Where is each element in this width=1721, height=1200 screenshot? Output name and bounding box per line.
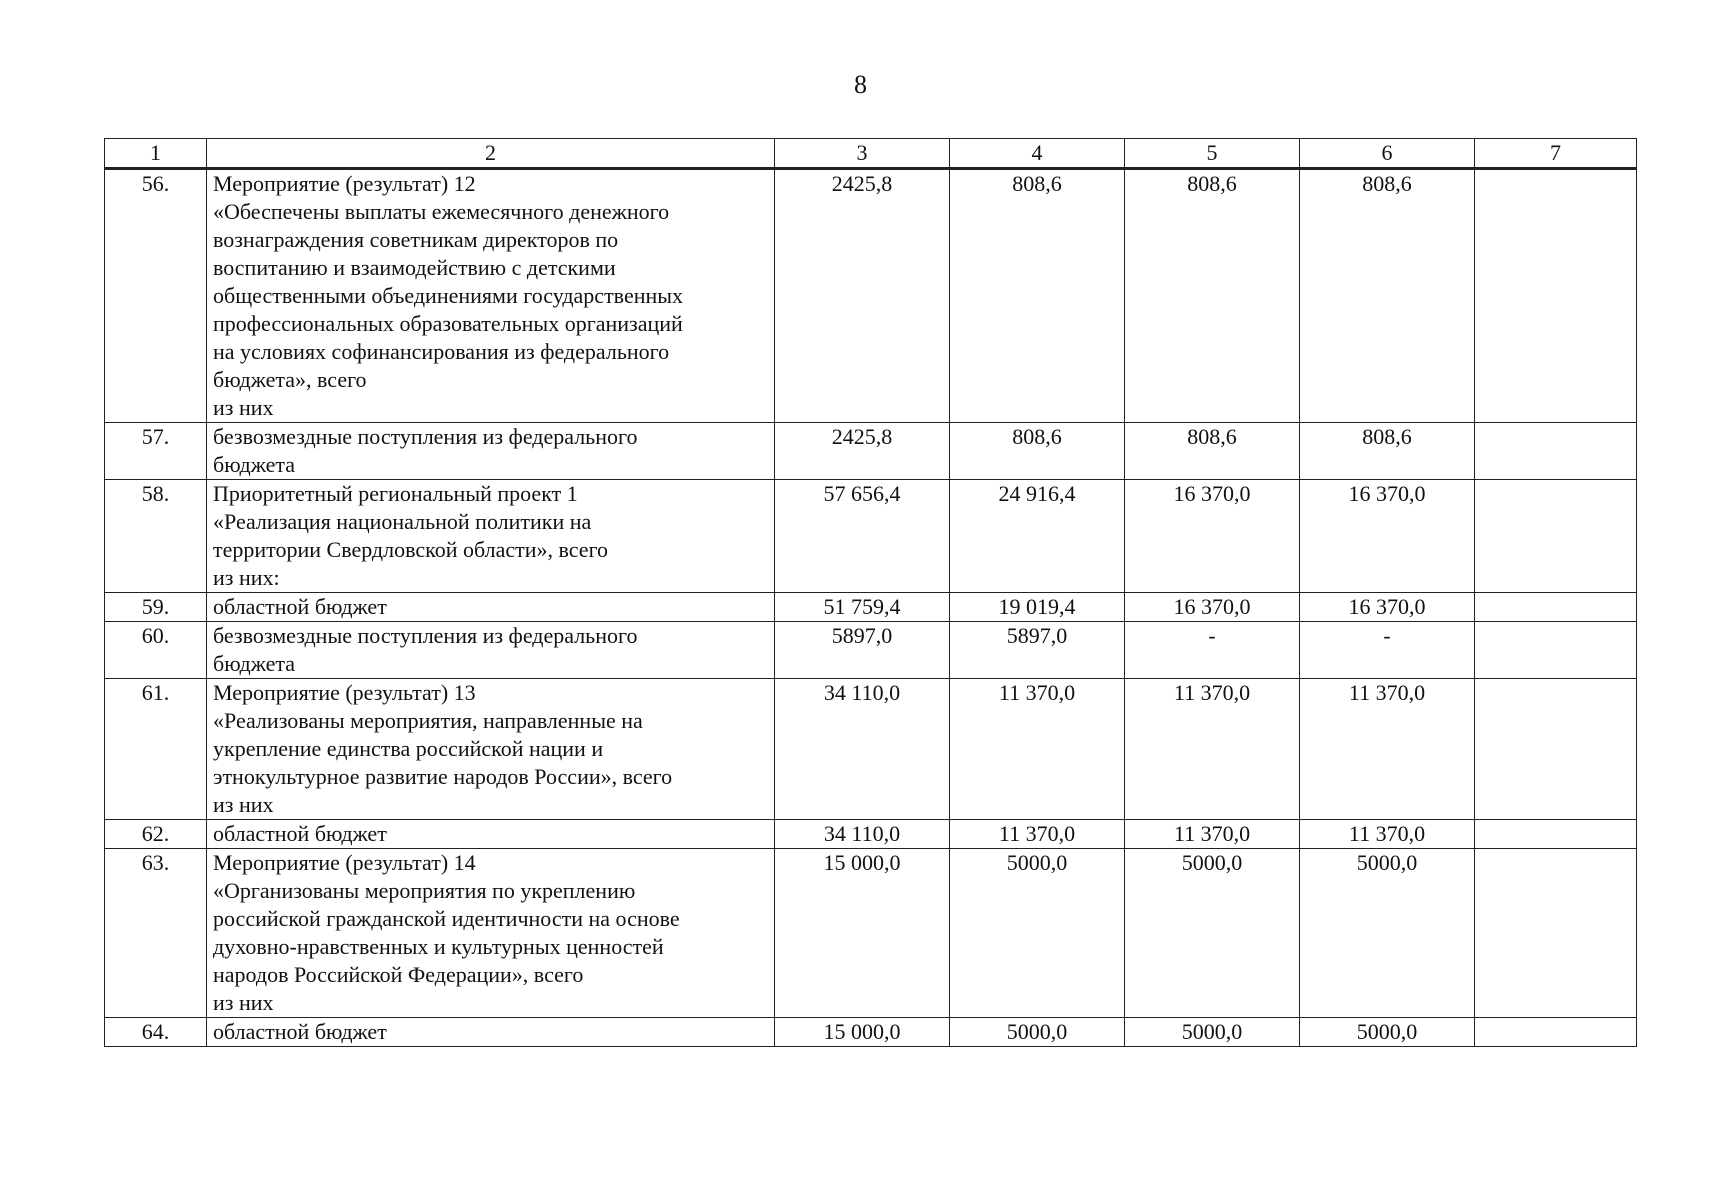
description-line: «Реализация национальной политики на bbox=[213, 509, 592, 534]
description-line: из них bbox=[213, 990, 274, 1015]
table-row bbox=[105, 1018, 1637, 1047]
description-line: укрепление единства российской нации и bbox=[213, 736, 604, 761]
page-number: 8 bbox=[854, 70, 867, 99]
value-col-6: 808,6 bbox=[1300, 169, 1475, 423]
value-col-7 bbox=[1475, 423, 1637, 480]
row-description bbox=[207, 593, 775, 622]
value-col-4: 5897,0 bbox=[950, 622, 1125, 679]
row-description bbox=[207, 169, 775, 423]
value-col-5: 16 370,0 bbox=[1125, 480, 1300, 593]
description-line: Мероприятие (результат) 13 bbox=[213, 680, 476, 705]
description-line: областной бюджет bbox=[213, 1019, 387, 1044]
header-col-3: 3 bbox=[775, 139, 950, 169]
description-line: из них bbox=[213, 792, 274, 817]
table-row bbox=[105, 849, 1637, 1018]
value-col-3: 2425,8 bbox=[775, 169, 950, 423]
description-line: народов Российской Федерации», всего bbox=[213, 962, 584, 987]
description-line: бюджета bbox=[213, 452, 296, 477]
value-col-7 bbox=[1475, 593, 1637, 622]
table-row bbox=[105, 820, 1637, 849]
table-header-row bbox=[105, 139, 1637, 169]
table-row bbox=[105, 480, 1637, 593]
value-col-5: 16 370,0 bbox=[1125, 593, 1300, 622]
description-line: Приоритетный региональный проект 1 bbox=[213, 481, 578, 506]
budget-table bbox=[104, 138, 1637, 1047]
description-line: на условиях софинансирования из федерального bbox=[213, 339, 670, 364]
value-col-3: 34 110,0 bbox=[775, 820, 950, 849]
description-line: духовно-нравственных и культурных ценностей bbox=[213, 934, 664, 959]
value-col-7 bbox=[1475, 1018, 1637, 1047]
value-col-3: 51 759,4 bbox=[775, 593, 950, 622]
value-col-3: 15 000,0 bbox=[775, 849, 950, 1018]
description-line: из них: bbox=[213, 565, 280, 590]
header-col-2: 2 bbox=[207, 139, 775, 169]
value-col-6: 808,6 bbox=[1300, 423, 1475, 480]
value-col-4: 19 019,4 bbox=[950, 593, 1125, 622]
row-number: 56. bbox=[105, 169, 207, 423]
row-number: 63. bbox=[105, 849, 207, 1018]
value-col-4: 5000,0 bbox=[950, 849, 1125, 1018]
value-col-7 bbox=[1475, 480, 1637, 593]
row-number: 58. bbox=[105, 480, 207, 593]
header-col-4: 4 bbox=[950, 139, 1125, 169]
description-line: областной бюджет bbox=[213, 594, 387, 619]
value-col-7 bbox=[1475, 169, 1637, 423]
row-number: 60. bbox=[105, 622, 207, 679]
description-line: бюджета», всего bbox=[213, 367, 367, 392]
row-number: 64. bbox=[105, 1018, 207, 1047]
description-line: общественными объединениями государственных bbox=[213, 283, 684, 308]
value-col-5: 808,6 bbox=[1125, 423, 1300, 480]
description-line: воспитанию и взаимодействию с детскими bbox=[213, 255, 616, 280]
row-description bbox=[207, 1018, 775, 1047]
description-line: безвозмездные поступления из федерального bbox=[213, 623, 638, 648]
value-col-5: - bbox=[1125, 622, 1300, 679]
description-line: «Реализованы мероприятия, направленные на bbox=[213, 708, 643, 733]
value-col-3: 15 000,0 bbox=[775, 1018, 950, 1047]
value-col-5: 5000,0 bbox=[1125, 849, 1300, 1018]
value-col-4: 808,6 bbox=[950, 169, 1125, 423]
row-number: 57. bbox=[105, 423, 207, 480]
value-col-6: 16 370,0 bbox=[1300, 593, 1475, 622]
value-col-6: 11 370,0 bbox=[1300, 679, 1475, 820]
row-number: 59. bbox=[105, 593, 207, 622]
value-col-7 bbox=[1475, 622, 1637, 679]
description-line: Мероприятие (результат) 12 bbox=[213, 171, 476, 196]
value-col-4: 5000,0 bbox=[950, 1018, 1125, 1047]
description-line: «Обеспечены выплаты ежемесячного денежного bbox=[213, 199, 670, 224]
value-col-4: 11 370,0 bbox=[950, 820, 1125, 849]
description-line: российской гражданской идентичности на основе bbox=[213, 906, 680, 931]
value-col-6: 5000,0 bbox=[1300, 849, 1475, 1018]
description-line: из них bbox=[213, 395, 274, 420]
value-col-6: 11 370,0 bbox=[1300, 820, 1475, 849]
description-line: безвозмездные поступления из федерального bbox=[213, 424, 638, 449]
value-col-5: 11 370,0 bbox=[1125, 679, 1300, 820]
row-description bbox=[207, 679, 775, 820]
value-col-6: 16 370,0 bbox=[1300, 480, 1475, 593]
row-number: 61. bbox=[105, 679, 207, 820]
value-col-3: 34 110,0 bbox=[775, 679, 950, 820]
table-row bbox=[105, 423, 1637, 480]
table-row bbox=[105, 593, 1637, 622]
value-col-4: 24 916,4 bbox=[950, 480, 1125, 593]
table-row bbox=[105, 169, 1637, 423]
header-col-6: 6 bbox=[1300, 139, 1475, 169]
table-row bbox=[105, 622, 1637, 679]
description-line: территории Свердловской области», всего bbox=[213, 537, 609, 562]
value-col-5: 11 370,0 bbox=[1125, 820, 1300, 849]
description-line: областной бюджет bbox=[213, 821, 387, 846]
value-col-3: 5897,0 bbox=[775, 622, 950, 679]
description-line: вознаграждения советникам директоров по bbox=[213, 227, 619, 252]
description-line: Мероприятие (результат) 14 bbox=[213, 850, 476, 875]
value-col-5: 808,6 bbox=[1125, 169, 1300, 423]
description-line: этнокультурное развитие народов России», всего bbox=[213, 764, 673, 789]
value-col-7 bbox=[1475, 820, 1637, 849]
value-col-7 bbox=[1475, 849, 1637, 1018]
row-description bbox=[207, 849, 775, 1018]
value-col-3: 57 656,4 bbox=[775, 480, 950, 593]
row-description bbox=[207, 820, 775, 849]
row-number: 62. bbox=[105, 820, 207, 849]
value-col-3: 2425,8 bbox=[775, 423, 950, 480]
row-description bbox=[207, 423, 775, 480]
table-row bbox=[105, 679, 1637, 820]
header-col-5: 5 bbox=[1125, 139, 1300, 169]
value-col-6: 5000,0 bbox=[1300, 1018, 1475, 1047]
description-line: профессиональных образовательных организаций bbox=[213, 311, 683, 336]
description-line: «Организованы мероприятия по укреплению bbox=[213, 878, 636, 903]
value-col-4: 808,6 bbox=[950, 423, 1125, 480]
table-body bbox=[105, 169, 1637, 1047]
row-description bbox=[207, 622, 775, 679]
value-col-6: - bbox=[1300, 622, 1475, 679]
value-col-5: 5000,0 bbox=[1125, 1018, 1300, 1047]
header-col-7: 7 bbox=[1475, 139, 1637, 169]
description-line: бюджета bbox=[213, 651, 296, 676]
value-col-4: 11 370,0 bbox=[950, 679, 1125, 820]
header-col-1: 1 bbox=[105, 139, 207, 169]
value-col-7 bbox=[1475, 679, 1637, 820]
row-description bbox=[207, 480, 775, 593]
